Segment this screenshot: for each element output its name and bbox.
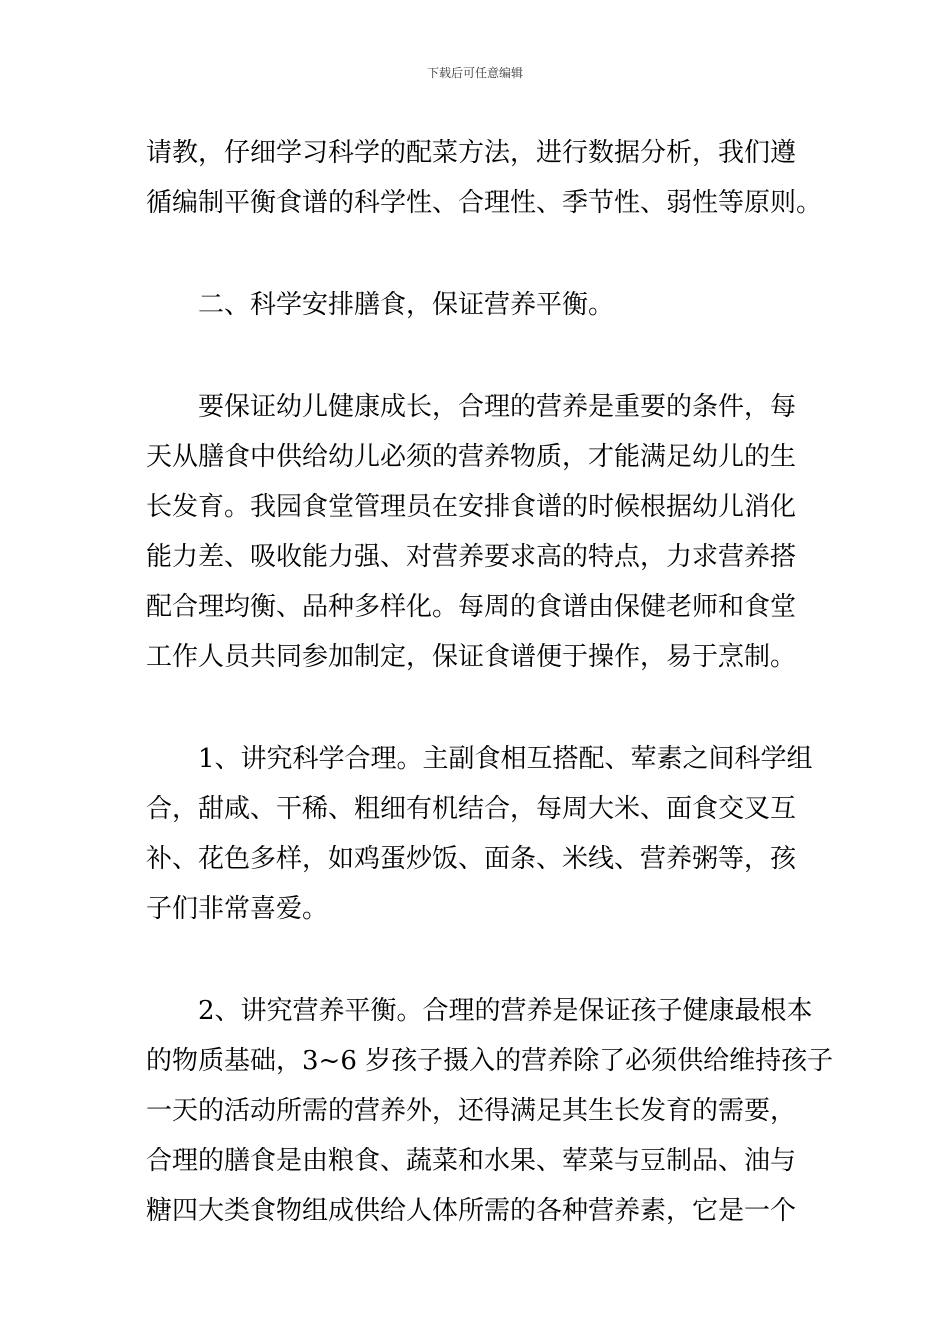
text-line: 要保证幼儿健康成长，合理的营养是重要的条件，每: [198, 392, 797, 422]
text-line: 1、讲究科学合理。主副食相互搭配、荤素之间科学组: [198, 744, 813, 774]
text-line: 长发育。我园食堂管理员在安排食谱的时候根据幼儿消化: [146, 492, 797, 522]
paragraph-spacer: [146, 228, 806, 280]
paragraph-spacer: [146, 934, 806, 986]
text-line: 天从膳食中供给幼儿必须的营养物质，才能满足幼儿的生: [146, 442, 797, 472]
page-header: 下载后可任意编辑: [426, 66, 523, 80]
text-line: 能力差、吸收能力强、对营养要求高的特点，力求营养搭: [146, 542, 797, 572]
text-line: 配合理均衡、品种多样化。每周的食谱由保健老师和食堂: [146, 592, 797, 622]
paragraph: [146, 734, 813, 934]
text-line: 合，甜咸、干稀、粗细有机结合，每周大米、面食交叉互: [146, 794, 797, 824]
text-line: 糖四大类食物组成供给人体所需的各种营养素，它是一个: [146, 1196, 797, 1226]
text-line: 子们非常喜爱。: [146, 894, 329, 924]
text-line: 的物质基础，3~6 岁孩子摄入的营养除了必须供给维持孩子: [146, 1046, 834, 1076]
text-line: 循编制平衡食谱的科学性、合理性、季节性、弱性等原则。: [146, 188, 823, 218]
text-line: 二、科学安排膳食，保证营养平衡。: [198, 290, 615, 320]
paragraph-spacer: [146, 330, 806, 382]
text-line: 合理的膳食是由粮食、蔬菜和水果、荤菜与豆制品、油与: [146, 1146, 797, 1176]
paragraph-spacer: [146, 682, 806, 734]
text-line: 2、讲究营养平衡。合理的营养是保证孩子健康最根本: [198, 996, 813, 1026]
paragraph: [146, 128, 823, 228]
paragraph: [146, 986, 834, 1236]
text-line: 请教，仔细学习科学的配菜方法，进行数据分析，我们遵: [146, 138, 797, 168]
text-line: 补、花色多样，如鸡蛋炒饭、面条、米线、营养粥等，孩: [146, 844, 797, 874]
text-line: 一天的活动所需的营养外，还得满足其生长发育的需要，: [146, 1096, 797, 1126]
section-heading: [146, 280, 806, 330]
text-line: 工作人员共同参加制定，保证食谱便于操作，易于烹制。: [146, 642, 797, 672]
paragraph: [146, 382, 806, 682]
document-body: [146, 128, 834, 1236]
